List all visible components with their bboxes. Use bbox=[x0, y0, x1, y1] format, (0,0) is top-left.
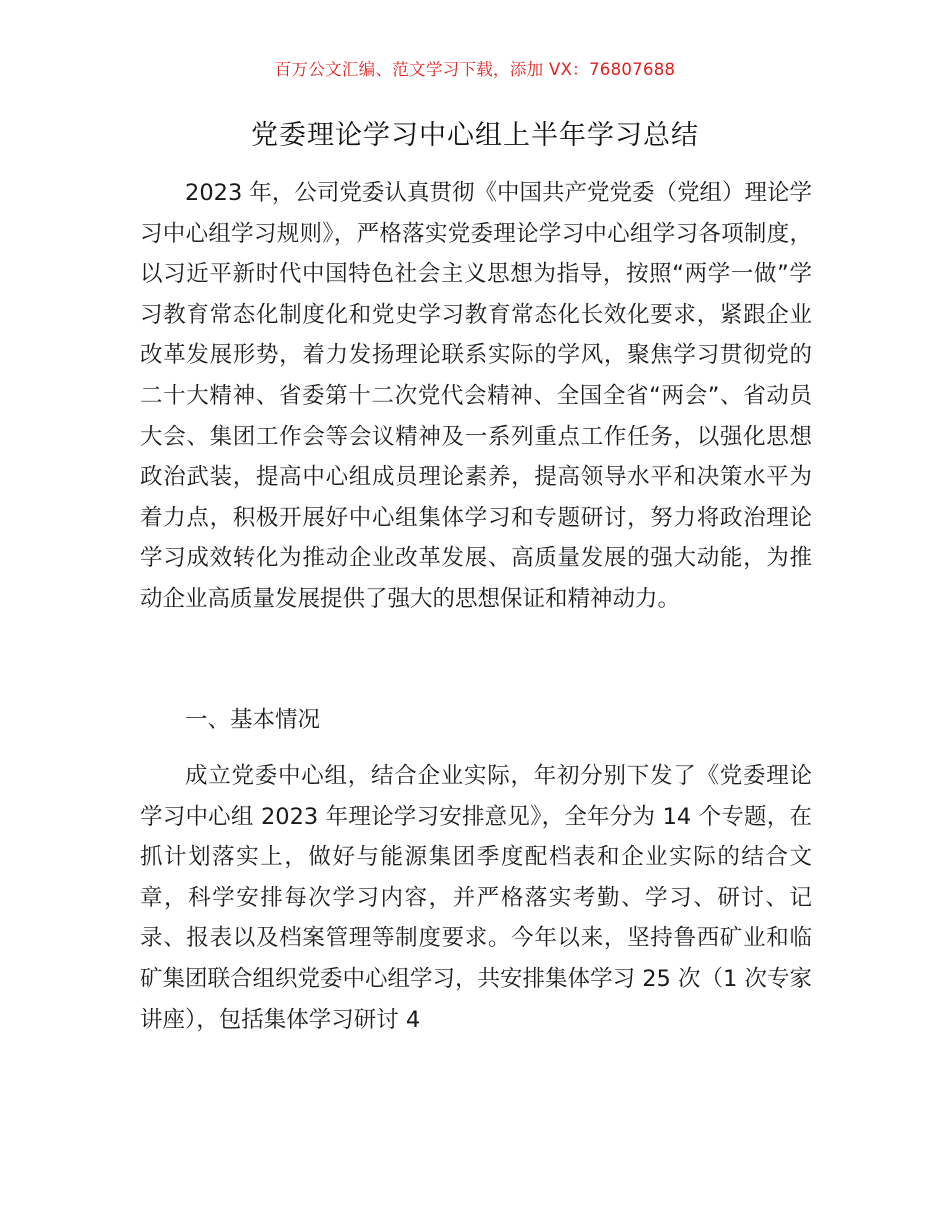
document-title: 党委理论学习中心组上半年学习总结 bbox=[251, 120, 699, 151]
section-heading: 一、基本情况 bbox=[185, 707, 321, 733]
paragraph-basic-situation: 成立党委中心组，结合企业实际，年初分别下发了《党委理论学习中心组 2023 年理论学习安排意见》，全年分为 14 个专题，在抓计划落实上，做好与能源集团季度配档表和企业实际的结合文章，科学安排每次学习内容，并严格落实考勤、学习、研讨、记录、报表以及档案管理等制度要求。今年以来，坚持鲁西矿业和临矿集团联合组织党委中心组学习，共安排集体学习 25 次（1 次专家讲座），包括集体学习研讨 4 bbox=[140, 763, 812, 1033]
paragraph-intro: 2023 年，公司党委认真贯彻《中国共产党党委（党组）理论学习中心组学习规则》，严格落实党委理论学习中心组学习各项制度，以习近平新时代中国特色社会主义思想为指导，按照“两学一做”学习教育常态化制度化和党史学习教育常态化长效化要求，紧跟企业改革发展形势，着力发扬理论联系实际的学风，聚焦学习贯彻党的二十大精神、省委第十二次党代会精神、全国全省“两会”、省动员大会、集团工作会等会议精神及一系列重点工作任务，以强化思想政治武装，提高中心组成员理论素养，提高领导水平和决策水平为着力点，积极开展好中心组集体学习和专题研讨，努力将政治理论学习成效转化为推动企业改革发展、高质量发展的强大动能，为推动企业高质量发展提供了强大的思想保证和精神动力。 bbox=[140, 180, 812, 612]
header-note: 百万公文汇编、范文学习下载，添加 VX：76807688 bbox=[274, 60, 676, 79]
